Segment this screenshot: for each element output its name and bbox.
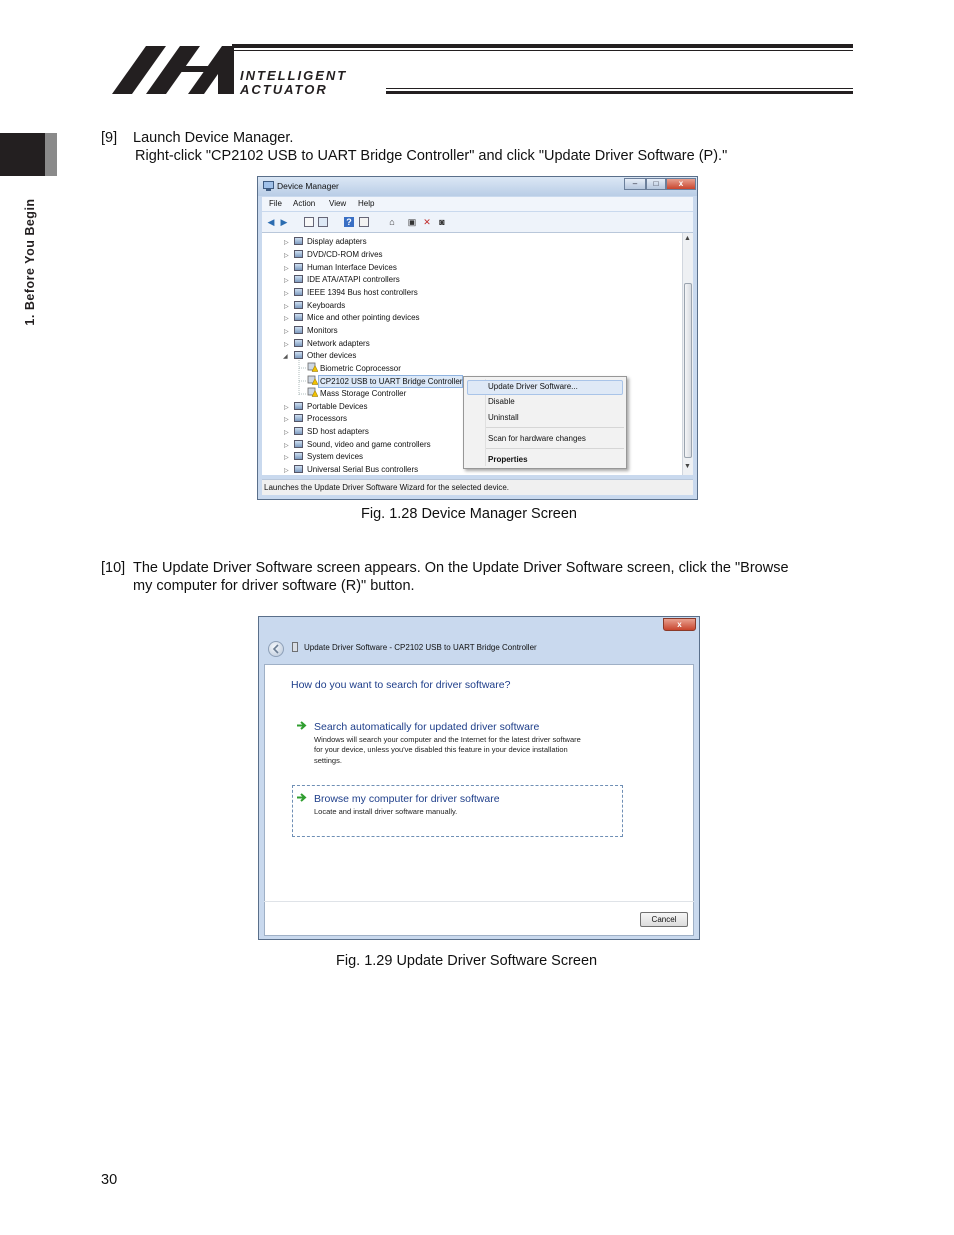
tree-item[interactable]: Monitors bbox=[307, 326, 338, 335]
option1-desc-line3: settings. bbox=[314, 756, 342, 765]
back-arrow-icon bbox=[269, 642, 283, 656]
figure-caption-1-28: Fig. 1.28 Device Manager Screen bbox=[361, 506, 577, 522]
logo-text-line2: ACTUATOR bbox=[240, 82, 328, 97]
hid-icon bbox=[294, 263, 303, 271]
usb-device-icon bbox=[292, 642, 298, 652]
sd-adapter-icon bbox=[294, 427, 303, 435]
step9-number: [9] bbox=[101, 130, 118, 146]
scroll-down-icon[interactable]: ▼ bbox=[684, 463, 691, 470]
warning-device-icon bbox=[307, 375, 318, 385]
usb-controller-icon bbox=[294, 465, 303, 473]
figure-caption-1-29: Fig. 1.29 Update Driver Software Screen bbox=[336, 953, 598, 969]
expand-arrow-icon[interactable]: ▷ bbox=[284, 329, 289, 335]
expand-arrow-icon[interactable]: ▷ bbox=[284, 278, 289, 284]
page-number: 30 bbox=[101, 1172, 118, 1188]
update-driver-window bbox=[258, 616, 700, 940]
company-logo bbox=[108, 44, 856, 96]
chapter-tab-accent bbox=[45, 133, 57, 176]
menu-view[interactable]: View bbox=[329, 199, 347, 208]
tree-item[interactable]: IEEE 1394 Bus host controllers bbox=[307, 288, 418, 297]
back-arrow-icon[interactable]: ◀ bbox=[267, 217, 275, 227]
tree-item[interactable]: Sound, video and game controllers bbox=[307, 440, 431, 449]
option1-desc-line2: for your device, unless you've disabled this feature in your device installation bbox=[314, 745, 568, 754]
logo-bottom-rule-thick bbox=[386, 91, 853, 94]
expand-arrow-icon[interactable]: ▷ bbox=[284, 253, 289, 259]
option1-desc-line1: Windows will search your computer and the Internet for the latest driver software bbox=[314, 735, 581, 744]
device-manager-titlebar bbox=[258, 177, 697, 196]
logo-text-line1: INTELLIGENT bbox=[240, 68, 348, 83]
ieee1394-icon bbox=[294, 288, 303, 296]
collapse-arrow-icon[interactable]: ◢ bbox=[283, 354, 288, 360]
minimize-button[interactable]: – bbox=[624, 178, 646, 190]
expand-arrow-icon[interactable]: ▷ bbox=[284, 316, 289, 322]
portable-device-icon bbox=[294, 402, 303, 410]
tree-item[interactable]: Mass Storage Controller bbox=[320, 389, 407, 398]
menu-file[interactable]: File bbox=[269, 199, 282, 208]
tree-item-cp2102[interactable]: CP2102 USB to UART Bridge Controller bbox=[320, 377, 463, 386]
monitor-icon bbox=[294, 326, 303, 334]
ia-logo-mark bbox=[108, 44, 236, 96]
device-manager-title: Device Manager bbox=[277, 181, 339, 191]
device-manager-app-icon bbox=[263, 181, 274, 191]
expand-arrow-icon[interactable]: ▷ bbox=[284, 342, 289, 348]
scan-hardware-icon[interactable]: ⌂ bbox=[389, 217, 395, 227]
scrollbar-thumb[interactable] bbox=[684, 283, 692, 458]
cancel-button[interactable]: Cancel bbox=[640, 912, 688, 927]
close-button[interactable]: x bbox=[663, 618, 696, 631]
show-hidden-icon[interactable] bbox=[359, 217, 369, 227]
green-arrow-icon bbox=[297, 793, 308, 802]
menu-help[interactable]: Help bbox=[358, 199, 375, 208]
context-uninstall[interactable]: Uninstall bbox=[488, 413, 519, 422]
context-disable[interactable]: Disable bbox=[488, 397, 515, 406]
device-manager-menubar bbox=[262, 197, 693, 211]
status-text: Launches the Update Driver Software Wizard for the selected device. bbox=[264, 483, 510, 492]
tree-item[interactable]: IDE ATA/ATAPI controllers bbox=[307, 275, 400, 284]
tree-item[interactable]: System devices bbox=[307, 452, 364, 461]
footer-divider bbox=[264, 901, 694, 902]
step10-line1: The Update Driver Software screen appears. On the Update Driver Software screen, click the "Browse bbox=[133, 560, 789, 576]
green-arrow-icon bbox=[297, 721, 308, 730]
close-button[interactable]: x bbox=[666, 178, 696, 190]
context-update-driver[interactable]: Update Driver Software... bbox=[488, 382, 578, 391]
processor-icon bbox=[294, 414, 303, 422]
step10-number: [10] bbox=[101, 560, 126, 576]
update-driver-content bbox=[264, 664, 694, 936]
expand-arrow-icon[interactable]: ▷ bbox=[284, 304, 289, 310]
tree-item[interactable]: Portable Devices bbox=[307, 402, 368, 411]
context-menu bbox=[463, 376, 627, 469]
update-driver-heading: How do you want to search for driver software? bbox=[291, 679, 511, 691]
tree-item[interactable]: Processors bbox=[307, 414, 348, 423]
forward-arrow-icon[interactable]: ▶ bbox=[280, 217, 288, 227]
tree-item[interactable]: Display adapters bbox=[307, 237, 367, 246]
update-driver-icon[interactable]: ▣ bbox=[407, 217, 417, 227]
logo-top-rule-thick bbox=[232, 44, 853, 48]
expand-arrow-icon[interactable]: ▷ bbox=[284, 443, 289, 449]
tree-item[interactable]: Biometric Coprocessor bbox=[320, 364, 401, 373]
system-device-icon bbox=[294, 452, 303, 460]
scroll-up-icon[interactable]: ▲ bbox=[684, 235, 691, 242]
browse-computer-link[interactable]: Browse my computer for driver software bbox=[314, 793, 500, 805]
tree-item[interactable]: Human Interface Devices bbox=[307, 263, 397, 272]
tree-item[interactable]: Network adapters bbox=[307, 339, 370, 348]
chapter-tab-block bbox=[0, 133, 45, 176]
expand-arrow-icon[interactable]: ▷ bbox=[284, 240, 289, 246]
device-manager-statusbar bbox=[262, 479, 693, 495]
device-manager-toolbar bbox=[262, 212, 693, 233]
context-menu-separator bbox=[486, 427, 624, 428]
expand-arrow-icon[interactable]: ▷ bbox=[284, 455, 289, 461]
chapter-side-label: 1. Before You Begin bbox=[23, 198, 37, 326]
device-tree-scrollbar[interactable] bbox=[682, 233, 693, 475]
step9-line2: Right-click "CP2102 USB to UART Bridge Controller" and click "Update Driver Software (P)." bbox=[135, 148, 728, 164]
expand-arrow-icon[interactable]: ▷ bbox=[284, 266, 289, 272]
maximize-button[interactable]: □ bbox=[646, 178, 666, 190]
display-adapter-icon bbox=[294, 237, 303, 245]
expand-arrow-icon[interactable]: ▷ bbox=[284, 405, 289, 411]
back-button[interactable] bbox=[268, 641, 284, 657]
tree-item[interactable]: Mice and other pointing devices bbox=[307, 313, 420, 322]
keyboard-icon bbox=[294, 301, 303, 309]
expand-arrow-icon[interactable]: ▷ bbox=[284, 417, 289, 423]
warning-device-icon bbox=[307, 362, 318, 372]
tree-item[interactable]: DVD/CD-ROM drives bbox=[307, 250, 383, 259]
network-adapter-icon bbox=[294, 339, 303, 347]
warning-device-icon bbox=[307, 387, 318, 397]
uninstall-device-icon[interactable]: ◙ bbox=[439, 217, 445, 227]
context-menu-separator bbox=[486, 448, 624, 449]
dvd-drive-icon bbox=[294, 250, 303, 258]
context-scan-hardware[interactable]: Scan for hardware changes bbox=[488, 434, 586, 443]
device-view-icon[interactable] bbox=[318, 217, 328, 227]
expand-arrow-icon[interactable]: ▷ bbox=[284, 291, 289, 297]
logo-top-rule-thin bbox=[232, 50, 853, 51]
step10-line2: my computer for driver software (R)" button. bbox=[133, 578, 415, 594]
tree-item[interactable]: Universal Serial Bus controllers bbox=[307, 465, 419, 474]
logo-bottom-rule-thin bbox=[386, 88, 853, 89]
context-properties[interactable]: Properties bbox=[488, 455, 528, 464]
step9-line1: Launch Device Manager. bbox=[133, 130, 294, 146]
tree-item[interactable]: Keyboards bbox=[307, 301, 346, 310]
other-devices-icon bbox=[294, 351, 303, 359]
expand-arrow-icon[interactable]: ▷ bbox=[284, 430, 289, 436]
option2-desc: Locate and install driver software manually. bbox=[314, 807, 458, 816]
ide-controller-icon bbox=[294, 275, 303, 283]
properties-icon[interactable] bbox=[304, 217, 314, 227]
menu-action[interactable]: Action bbox=[293, 199, 316, 208]
mouse-icon bbox=[294, 313, 303, 321]
search-automatically-link[interactable]: Search automatically for updated driver software bbox=[314, 721, 540, 733]
sound-icon bbox=[294, 440, 303, 448]
expand-arrow-icon[interactable]: ▷ bbox=[284, 468, 289, 474]
tree-item[interactable]: SD host adapters bbox=[307, 427, 369, 436]
tree-item[interactable]: Other devices bbox=[307, 351, 357, 360]
update-driver-title: Update Driver Software - CP2102 USB to UART Bridge Controller bbox=[304, 643, 537, 652]
help-icon[interactable]: ? bbox=[344, 217, 354, 227]
disable-device-icon[interactable]: ✕ bbox=[423, 217, 431, 227]
